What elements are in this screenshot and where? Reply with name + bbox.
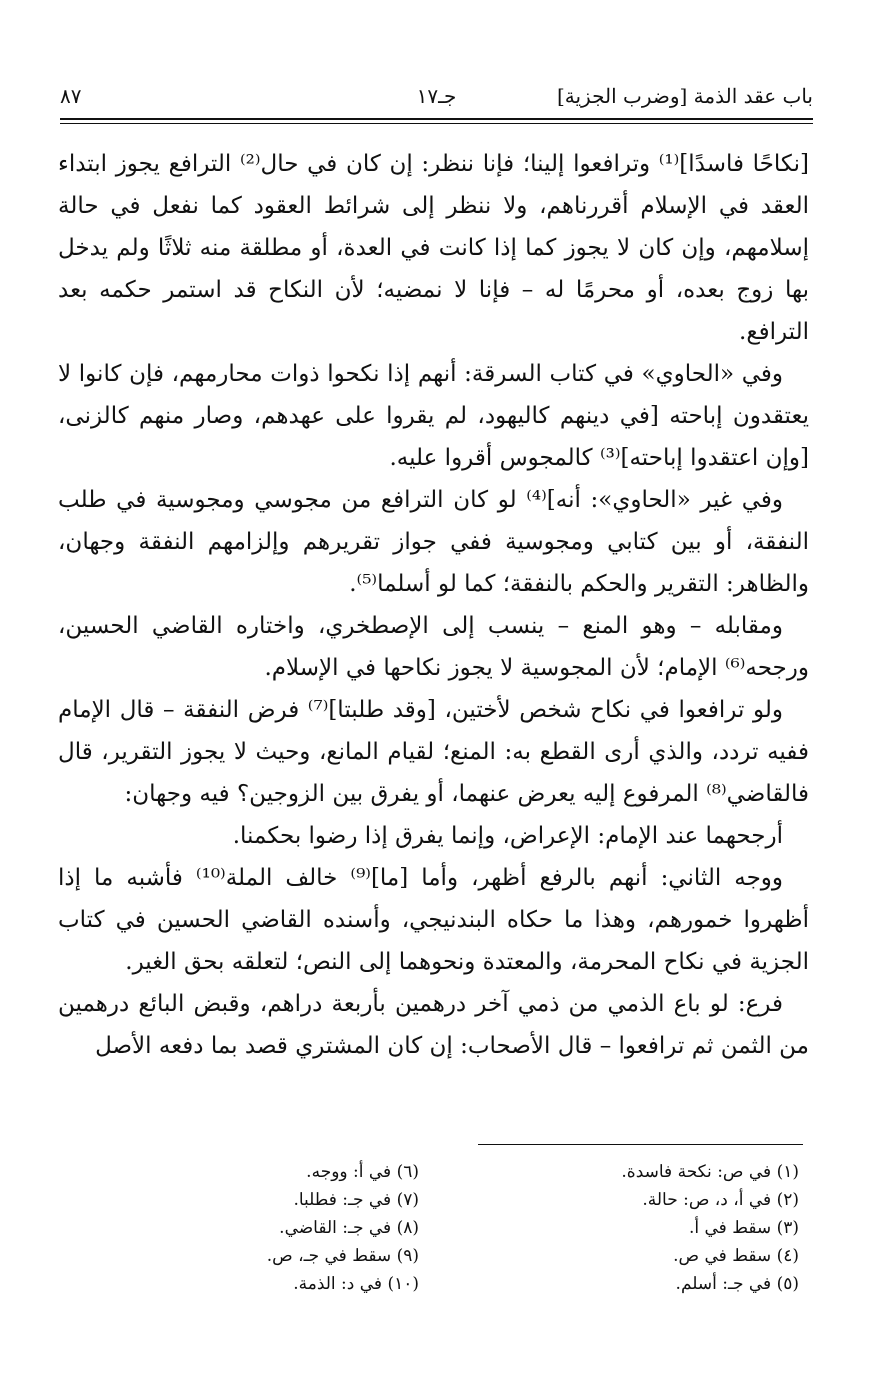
volume-number: جـ١٧ xyxy=(416,84,457,108)
header-rule-thick xyxy=(60,118,813,120)
footnote: (٣) سقط في أ. xyxy=(688,1218,799,1238)
footnote: (١) في ص: نكحة فاسدة. xyxy=(621,1162,799,1182)
footnote: (٢) في أ، د، ص: حالة. xyxy=(642,1190,799,1210)
paragraph: ووجه الثاني: أنهم بالرفع أظهر، وأما [ما]⁽⁹⁾ خالف الملة⁽¹⁰⁾ فأشبه ما إذا أظهروا خمورهم، وهذا ما حكاه البندنيجي، وأسنده القاضي الحسين في كتاب الجزية في نكاح المحرمة، والمعتدة ونحوهما إلى النص؛ لتعلقه بحق الغير. xyxy=(58,865,809,975)
paragraph: ولو ترافعوا في نكاح شخص لأختين، [وقد طلبتا]⁽⁷⁾ فرض النفقة – قال الإمام ففيه تردد، والذي أرى القطع به: المنع؛ لقيام المانع، وحيث لا يجوز التقرير، قال فالقاضي⁽⁸⁾ المرفوع إليه يعرض عنهما، أو يفرق بين الزوجين؟ فيه وجهان: xyxy=(58,697,809,807)
footnote: (٥) في جـ: أسلم. xyxy=(675,1274,799,1294)
footnote-separator xyxy=(478,1144,803,1145)
footnotes-right-column xyxy=(469,1158,799,1298)
footnote: (٩) سقط في جـ، ص. xyxy=(266,1246,419,1266)
footnote: (٨) في جـ: القاضي. xyxy=(279,1218,419,1238)
footnote: (٤) سقط في ص. xyxy=(673,1246,799,1266)
running-header xyxy=(60,84,813,116)
footnotes-left-column xyxy=(119,1158,419,1298)
header-rule-thin xyxy=(60,123,813,124)
footnote: (١٠) في د: الذمة. xyxy=(293,1274,419,1294)
paragraph: وفي «الحاوي» في كتاب السرقة: أنهم إذا نكحوا ذوات محارمهم، فإن كانوا لا يعتقدون إباحته [في دينهم كاليهود، لم يقروا على عهدهم، وصار منهم كالزنى، [وإن اعتقدوا إباحته]⁽³⁾ كالمجوس أقروا عليه. xyxy=(58,361,809,471)
paragraph: أرجحهما عند الإمام: الإعراض، وإنما يفرق إذا رضوا بحكمنا. xyxy=(232,823,783,849)
page-number: ٨٧ xyxy=(60,84,82,108)
paragraph: ومقابله – وهو المنع – ينسب إلى الإصطخري، واختاره القاضي الحسين، ورجحه⁽⁶⁾ الإمام؛ لأن المجوسية لا يجوز نكاحها في الإسلام. xyxy=(58,613,809,681)
paragraph: وفي غير «الحاوي»: أنه]⁽⁴⁾ لو كان الترافع من مجوسي ومجوسية في طلب النفقة، أو بين كتابي ومجوسية ففي جواز تقريرهم وإلزامهم النفقة وجهان، والظاهر: التقرير والحكم بالنفقة؛ كما لو أسلما⁽⁵⁾. xyxy=(58,487,809,597)
chapter-title: باب عقد الذمة [وضرب الجزية] xyxy=(556,84,813,108)
paragraph: [نكاحًا فاسدًا]⁽¹⁾ وترافعوا إلينا؛ فإنا ننظر: إن كان في حال⁽²⁾ الترافع يجوز ابتداء العقد في الإسلام أقررناهم، ولا ننظر إلى شرائط العقود كما نفعل في حالة إسلامهم، وإن كان لا يجوز كما إذا كانت في العدة، أو مطلقة منه ثلاثًا ولم يدخل بها زوج بعده، أو محرمًا له – فإنا لا نمضيه؛ لأن النكاح قد استمر حكمه بعد الترافع. xyxy=(58,151,809,345)
paragraph: فرع: لو باع الذمي من ذمي آخر درهمين بأربعة دراهم، وقبض البائع درهمين من الثمن ثم ترافعوا – قال الأصحاب: إن كان المشتري قصد بما دفعه الأصل xyxy=(58,991,809,1059)
footnote: (٦) في أ: ووجه. xyxy=(306,1162,419,1182)
footnote: (٧) في جـ: فطلبا. xyxy=(293,1190,419,1210)
main-text xyxy=(58,143,809,1067)
